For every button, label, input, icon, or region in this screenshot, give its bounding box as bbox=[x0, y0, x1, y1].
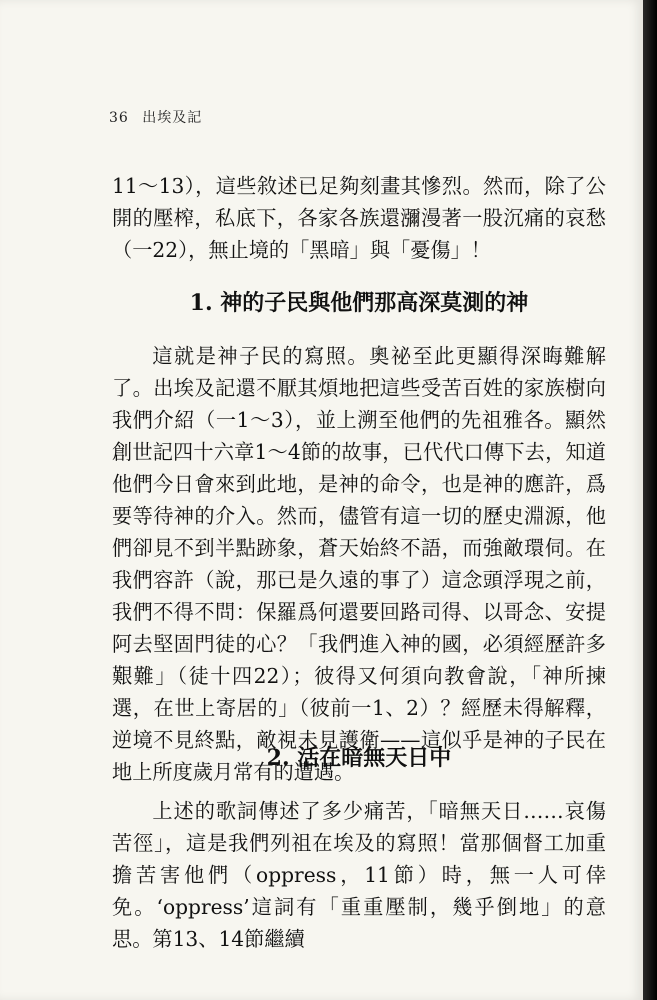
running-title: 出埃及記 bbox=[142, 110, 203, 126]
page-edge-shadow bbox=[643, 0, 657, 1000]
paragraph-section-2: 上述的歌詞傳述了多少痛苦，「暗無天日……哀傷苦徑」，這是我們列祖在埃及的寫照！當那個督工加重擔苦害他們（oppress，11節）時，無一人可倖免。‘oppress’這詞有「重重壓制，幾乎倒地」的意思。第13、14節繼續 bbox=[112, 799, 606, 951]
section-heading-2: 2. 活在暗無天日中 bbox=[266, 745, 452, 771]
running-header bbox=[109, 107, 202, 127]
paragraph-section-1: 這就是神子民的寫照。奧祕至此更顯得深晦難解了。出埃及記還不厭其煩地把這些受苦百姓的家族樹向我們介紹（一1～3），並上溯至他們的先祖雅各。顯然創世記四十六章1～4節的故事，已代代口傳下去，知道他們今日會來到此地，是神的命令，也是神的應許，爲要等待神的介入。然而，儘管有這一切的歷史淵源，他們卻見不到半點跡象，蒼天始終不語，而強敵環伺。在我們容許（說，那已是久遠的事了）這念頭浮現之前，我們不得不問：保羅爲何還要回路司得、以哥念、安提阿去堅固門徒的心？「我們進入神的國，必須經歷許多艱難」（徒十四22）；彼得又何須向教會說，「神所揀選，在世上寄居的」（彼前一1、2）？經歷未得解釋，逆境不見終點，敵視未見護衛——這似乎是神的子民在地上所度歲月常有的遭遇。 bbox=[112, 344, 606, 784]
paragraph-continuation: 11～13），這些敘述已足夠刻畫其慘烈。然而，除了公開的壓榨，私底下，各家各族還瀰漫著一股沉痛的哀愁（一22），無止境的「黑暗」與「憂傷」！ bbox=[112, 174, 606, 262]
section-heading-1: 1. 神的子民與他們那高深莫測的神 bbox=[189, 290, 529, 316]
page-number: 36 bbox=[109, 110, 129, 126]
